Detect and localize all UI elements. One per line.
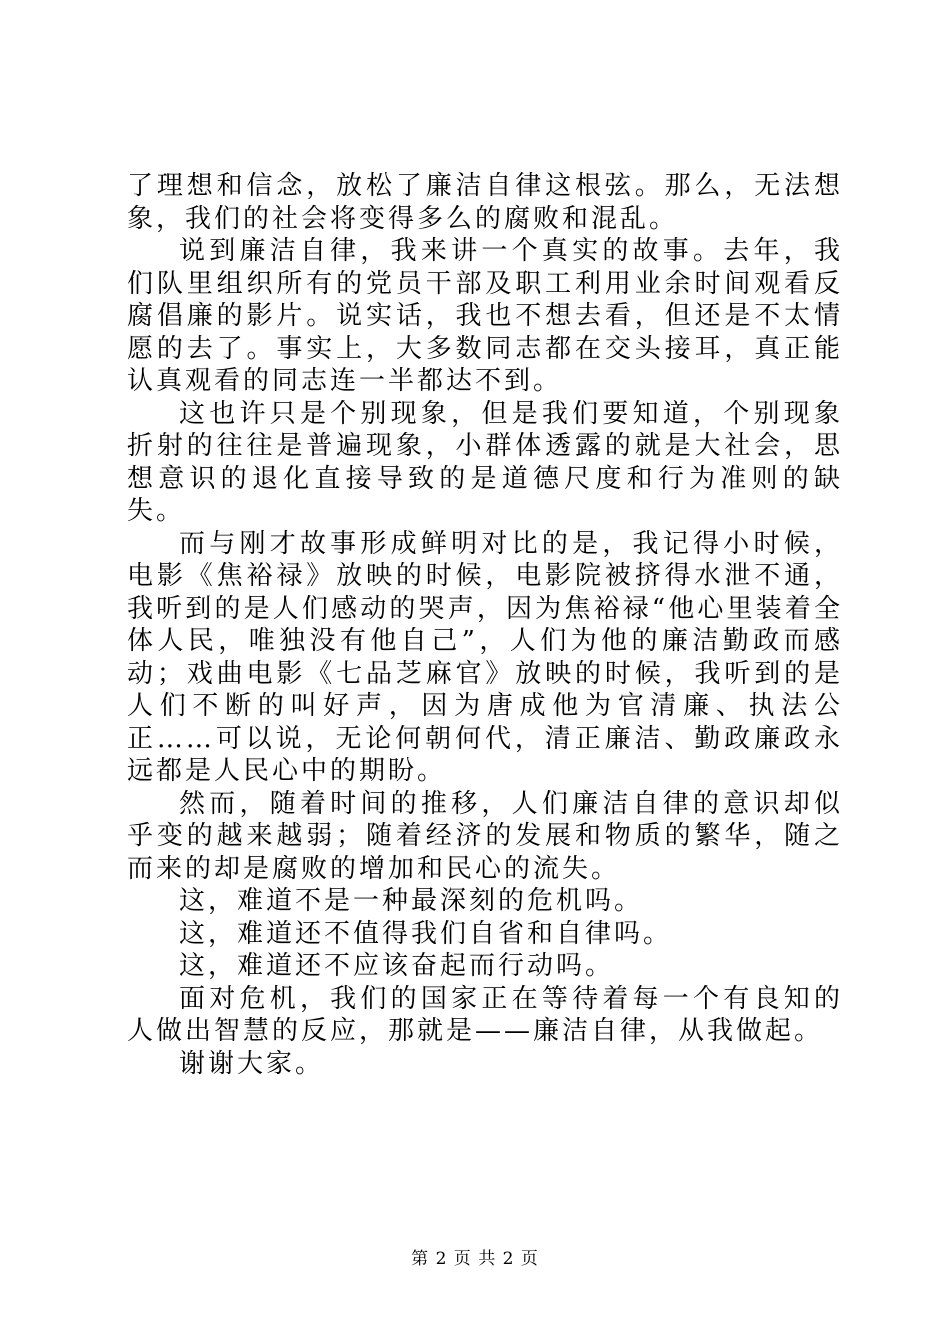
paragraph-4: 而与刚才故事形成鲜明对比的是，我记得小时候，电影《焦裕禄》放映的时候，电影院被挤得水泄不通，我听到的是人们感动的哭声，因为焦裕禄“他心里装着全体人民，唯独没有他自己”，人们为他的廉洁勤政而感动；戏曲电影《七品芝麻官》放映的时候，我听到的是人们不断的叫好声，因为唐成他为官清廉、执法公正……可以说，无论何朝何代，清正廉洁、勤政廉政永远都是人民心中的期盼。 xyxy=(127,528,843,786)
document-body xyxy=(127,170,843,1080)
paragraph-2: 说到廉洁自律，我来讲一个真实的故事。去年，我们队里组织所有的党员干部及职工利用业余时间观看反腐倡廉的影片。说实话，我也不想去看，但还是不太情愿的去了。事实上，大多数同志都在交头接耳，真正能认真观看的同志连一半都达不到。 xyxy=(127,236,843,396)
paragraph-1: 了理想和信念，放松了廉洁自律这根弦。那么，无法想象，我们的社会将变得多么的腐败和混乱。 xyxy=(127,171,843,234)
paragraph-8: 这，难道还不应该奋起而行动吗。 xyxy=(179,951,615,981)
paragraph-10: 谢谢大家。 xyxy=(179,1048,325,1079)
paragraph-5: 然而，随着时间的推移，人们廉洁自律的意识却似乎变的越来越弱；随着经济的发展和物质的繁华，随之而来的却是腐败的增加和民心的流失。 xyxy=(127,788,843,884)
paragraph-6: 这，难道不是一种最深刻的危机吗。 xyxy=(179,886,644,916)
paragraph-9: 面对危机，我们的国家正在等待着每一个有良知的人做出智慧的反应，那就是——廉洁自律，从我做起。 xyxy=(127,983,843,1046)
paragraph-3: 这也许只是个别现象，但是我们要知道，个别现象折射的往往是普遍现象，小群体透露的就是大社会，思想意识的退化直接导致的是道德尺度和行为准则的缺失。 xyxy=(127,398,843,526)
page-footer xyxy=(0,1244,950,1269)
paragraph-7: 这，难道还不值得我们自省和自律吗。 xyxy=(179,918,673,949)
page-number-label: 第 2 页 共 2 页 xyxy=(411,1249,539,1269)
